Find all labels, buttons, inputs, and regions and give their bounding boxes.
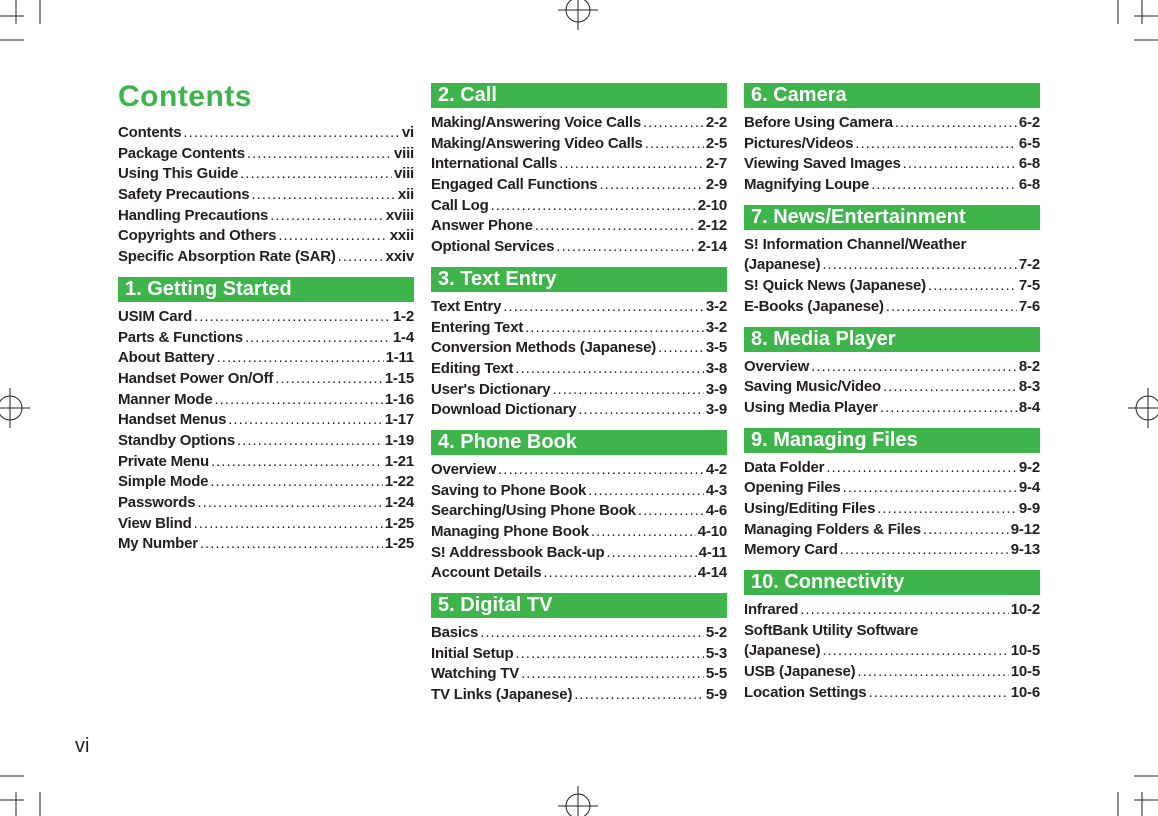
entry-label: S! Quick News (Japanese) — [744, 277, 926, 295]
toc-entry[interactable] — [431, 645, 727, 666]
entry-page: 8-4 — [1018, 398, 1040, 416]
toc-entry[interactable] — [431, 686, 727, 707]
leader-dots — [840, 541, 1009, 558]
entry-label: About Battery — [118, 349, 215, 367]
entry-label: Standby Options — [118, 431, 236, 449]
toc-entry[interactable] — [118, 432, 414, 453]
entry-label: Conversion Methods (Japanese) — [431, 339, 657, 357]
toc-entry[interactable] — [431, 502, 727, 523]
entry-label: Account Details — [431, 564, 542, 582]
entry-page: 6-8 — [1018, 176, 1040, 194]
entry-page: 8-2 — [1018, 357, 1040, 375]
section-heading[interactable]: 5. Digital TV — [431, 593, 727, 618]
leader-dots — [811, 358, 1017, 375]
entry-label: Manner Mode — [118, 390, 213, 408]
leader-dots — [194, 308, 391, 325]
leader-dots — [645, 135, 704, 152]
toc-entry[interactable] — [744, 114, 1040, 135]
toc-entry[interactable] — [118, 411, 414, 432]
toc-entry[interactable] — [431, 624, 727, 645]
entry-label: (Japanese) — [744, 256, 821, 274]
entry-label: Engaged Call Functions — [431, 176, 598, 194]
toc-entry[interactable] — [118, 329, 414, 350]
leader-dots — [574, 686, 704, 703]
leader-dots — [855, 135, 1017, 152]
entry-page: 1-2 — [392, 307, 414, 325]
entry-label: S! Addressbook Back-up — [431, 543, 605, 561]
entry-label: Searching/Using Phone Book — [431, 502, 636, 520]
entry-label: Optional Services — [431, 238, 555, 256]
entry-page: 4-3 — [705, 481, 727, 499]
entry-page: 3-8 — [705, 359, 727, 377]
toc-entry[interactable] — [431, 381, 727, 402]
leader-dots — [200, 535, 383, 552]
leader-dots — [886, 298, 1017, 315]
toc-entry[interactable] — [118, 494, 414, 515]
leader-dots — [521, 665, 704, 682]
section-heading[interactable]: 7. News/Entertainment — [744, 205, 1040, 230]
toc-entry[interactable] — [118, 248, 414, 269]
toc-entry[interactable] — [744, 459, 1040, 480]
toc-section — [431, 593, 727, 707]
entry-page: 9-2 — [1018, 458, 1040, 476]
entry-page: 4-10 — [697, 523, 727, 540]
toc-entry[interactable] — [118, 145, 414, 166]
toc-section — [744, 83, 1040, 197]
toc-entry[interactable] — [118, 207, 414, 228]
entry-label: View Blind — [118, 514, 192, 532]
section-heading[interactable]: 6. Camera — [744, 83, 1040, 108]
entry-page: 1-16 — [384, 390, 414, 408]
toc-entry[interactable] — [118, 535, 414, 556]
entry-label: Saving to Phone Book — [431, 481, 587, 499]
section-heading[interactable]: 9. Managing Files — [744, 428, 1040, 453]
toc-entry[interactable] — [431, 135, 727, 156]
entry-page: 2-14 — [697, 238, 727, 256]
entry-label: Answer Phone — [431, 217, 533, 235]
leader-dots — [599, 176, 703, 193]
toc-section — [431, 83, 727, 259]
leader-dots — [880, 399, 1017, 416]
leader-dots — [278, 227, 387, 244]
leader-dots — [556, 238, 695, 255]
leader-dots — [515, 360, 704, 377]
toc-entry[interactable] — [744, 663, 1040, 684]
entry-page: 2-7 — [705, 155, 727, 173]
entry-page: 2-2 — [705, 114, 727, 131]
section-heading[interactable]: 2. Call — [431, 83, 727, 108]
entry-page: viii — [393, 165, 414, 183]
entry-page: 2-12 — [697, 217, 727, 235]
entry-label: Opening Files — [744, 479, 841, 497]
entry-label: Before Using Camera — [744, 114, 893, 131]
entry-label: Overview — [431, 460, 497, 478]
leader-dots — [868, 684, 1008, 701]
leader-dots — [275, 370, 383, 387]
leader-dots — [245, 329, 391, 346]
toc-entry[interactable] — [431, 564, 727, 585]
leader-dots — [822, 256, 1017, 273]
toc-entry[interactable] — [431, 461, 727, 482]
leader-dots — [480, 624, 704, 641]
leader-dots — [552, 381, 704, 398]
leader-dots — [498, 461, 704, 478]
entry-page: 2-5 — [705, 134, 727, 152]
entry-page: 6-2 — [1018, 114, 1040, 131]
page-number: vi — [75, 735, 90, 757]
entry-label: Viewing Saved Images — [744, 155, 901, 173]
leader-dots — [895, 114, 1017, 131]
entry-page: 5-3 — [705, 644, 727, 662]
entry-page: 5-2 — [705, 624, 727, 642]
leader-dots — [643, 114, 704, 131]
toc-entry[interactable] — [118, 349, 414, 370]
entry-label: Call Log — [431, 196, 489, 214]
leader-dots — [903, 155, 1017, 172]
leader-dots — [877, 500, 1017, 517]
toc-entry[interactable] — [431, 544, 727, 565]
section-heading[interactable]: 8. Media Player — [744, 327, 1040, 352]
leader-dots — [606, 544, 696, 561]
entry-page: 3-5 — [705, 339, 727, 357]
leader-dots — [211, 453, 383, 470]
entry-label: Magnifying Loupe — [744, 176, 870, 194]
entry-label: Using Media Player — [744, 398, 878, 416]
entry-page: 3-9 — [705, 401, 727, 419]
entry-label: Specific Absorption Rate (SAR) — [118, 248, 336, 266]
entry-label: USB (Japanese) — [744, 663, 856, 681]
entry-page: 1-15 — [384, 369, 414, 387]
leader-dots — [826, 459, 1017, 476]
leader-dots — [210, 473, 382, 490]
leader-dots — [559, 155, 704, 172]
entry-page: 5-9 — [705, 686, 727, 704]
leader-dots — [923, 521, 1009, 538]
section-heading[interactable]: 3. Text Entry — [431, 267, 727, 292]
toc-entry[interactable] — [118, 391, 414, 412]
toc-entry[interactable] — [744, 358, 1040, 379]
leader-dots — [240, 165, 392, 182]
leader-dots — [247, 145, 392, 162]
entry-label: S! Information Channel/Weather — [744, 235, 967, 253]
section-heading[interactable]: 1. Getting Started — [118, 277, 414, 302]
toc-entry[interactable] — [744, 236, 1040, 257]
leader-dots — [928, 277, 1017, 294]
leader-dots — [591, 523, 696, 540]
leader-dots — [228, 411, 383, 428]
toc-entry[interactable] — [744, 541, 1040, 562]
toc-entry[interactable] — [118, 124, 414, 145]
toc-entry[interactable] — [744, 277, 1040, 298]
entry-page: 9-9 — [1018, 499, 1040, 517]
entry-page: 8-3 — [1018, 378, 1040, 396]
entry-label: (Japanese) — [744, 642, 821, 660]
leader-dots — [658, 339, 704, 356]
toc-entry[interactable] — [431, 197, 727, 218]
leader-dots — [535, 217, 696, 234]
entry-label: TV Links (Japanese) — [431, 686, 573, 704]
toc-entry[interactable] — [431, 238, 727, 259]
entry-label: Package Contents — [118, 144, 245, 162]
page-title: Contents — [118, 80, 252, 113]
leader-dots — [578, 401, 704, 418]
entry-label: Location Settings — [744, 683, 867, 701]
leader-dots — [270, 207, 384, 224]
entry-page: 6-8 — [1018, 155, 1040, 173]
entry-page: 1-21 — [384, 452, 414, 470]
entry-label: Memory Card — [744, 541, 838, 559]
entry-page: viii — [393, 144, 414, 162]
entry-page: 2-10 — [697, 196, 727, 214]
toc-entry[interactable] — [431, 217, 727, 238]
leader-dots — [588, 482, 704, 499]
entry-label: Using This Guide — [118, 165, 239, 183]
toc-entry[interactable] — [118, 227, 414, 248]
entry-label: Saving Music/Video — [744, 378, 881, 396]
toc-entry[interactable] — [431, 319, 727, 340]
toc-entry[interactable] — [744, 399, 1040, 420]
entry-page: 5-5 — [705, 665, 727, 683]
leader-dots — [843, 479, 1017, 496]
toc-section — [744, 327, 1040, 420]
entry-label: Managing Phone Book — [431, 523, 589, 540]
entry-page: 1-24 — [384, 494, 414, 511]
entry-page: 10-2 — [1010, 601, 1040, 618]
toc-entry[interactable] — [118, 473, 414, 494]
entry-page: 7-6 — [1018, 297, 1040, 315]
toc-section — [431, 267, 727, 422]
entry-label: Download Dictionary — [431, 401, 577, 419]
toc-entry[interactable] — [431, 482, 727, 503]
toc-intro-list — [118, 124, 414, 269]
toc-section — [431, 430, 727, 585]
entry-page: 10-5 — [1010, 642, 1040, 660]
entry-page: 1-25 — [384, 535, 414, 553]
entry-page: xviii — [385, 206, 414, 224]
toc-entry[interactable] — [744, 155, 1040, 176]
leader-dots — [338, 248, 384, 265]
entry-label: Making/Answering Video Calls — [431, 134, 643, 152]
entry-label: USIM Card — [118, 307, 193, 325]
entry-page: 1-4 — [392, 328, 414, 346]
section-heading[interactable]: 10. Connectivity — [744, 570, 1040, 595]
entry-label: Editing Text — [431, 359, 514, 377]
toc-entry[interactable] — [744, 642, 1040, 663]
entry-page: vi — [401, 124, 414, 141]
entry-label: Managing Folders & Files — [744, 520, 921, 538]
toc-entry[interactable] — [118, 515, 414, 536]
leader-dots — [214, 391, 382, 408]
toc-entry[interactable] — [431, 155, 727, 176]
toc-entry[interactable] — [744, 256, 1040, 277]
entry-label: Simple Mode — [118, 473, 209, 491]
entry-page: 4-14 — [697, 564, 727, 582]
leader-dots — [217, 349, 384, 366]
toc-entry[interactable] — [744, 601, 1040, 622]
entry-page: 3-2 — [705, 318, 727, 336]
entry-label: My Number — [118, 535, 198, 553]
toc-entry[interactable] — [744, 622, 1040, 643]
leader-dots — [525, 319, 704, 336]
leader-dots — [822, 642, 1008, 659]
toc-column-3 — [744, 83, 1040, 704]
entry-page: 2-9 — [705, 176, 727, 194]
toc-entry[interactable] — [744, 378, 1040, 399]
leader-dots — [638, 502, 704, 519]
entry-label: Infrared — [744, 601, 799, 618]
toc-entry[interactable] — [431, 114, 727, 135]
toc-entry[interactable] — [431, 298, 727, 319]
toc-entry[interactable] — [431, 360, 727, 381]
entry-label: Pictures/Videos — [744, 134, 854, 152]
leader-dots — [800, 601, 1009, 618]
toc-entry[interactable] — [118, 308, 414, 329]
toc-section — [744, 205, 1040, 319]
leader-dots — [503, 298, 704, 315]
toc-column-1 — [118, 124, 414, 556]
entry-label: International Calls — [431, 155, 558, 173]
entry-label: Contents — [118, 124, 182, 141]
entry-page: xii — [397, 186, 414, 204]
toc-entry[interactable] — [431, 665, 727, 686]
entry-page: 1-17 — [384, 411, 414, 429]
leader-dots — [857, 663, 1008, 680]
toc-entry[interactable] — [431, 339, 727, 360]
entry-label: Overview — [744, 357, 810, 375]
entry-label: Basics — [431, 624, 479, 642]
leader-dots — [237, 432, 383, 449]
entry-page: 3-2 — [705, 297, 727, 315]
entry-label: Passwords — [118, 494, 196, 511]
entry-label: Handling Precautions — [118, 206, 269, 224]
toc-entry[interactable] — [118, 453, 414, 474]
leader-dots — [194, 515, 383, 532]
leader-dots — [543, 564, 695, 581]
entry-page: 6-5 — [1018, 134, 1040, 152]
toc-section — [118, 277, 414, 556]
entry-label: Copyrights and Others — [118, 227, 277, 245]
entry-page: 7-5 — [1018, 277, 1040, 295]
entry-label: SoftBank Utility Software — [744, 621, 919, 639]
entry-page: 1-11 — [385, 349, 414, 367]
toc-entry[interactable] — [744, 135, 1040, 156]
toc-entry[interactable] — [118, 370, 414, 391]
leader-dots — [871, 176, 1017, 193]
entry-label: Making/Answering Voice Calls — [431, 114, 642, 131]
toc-entry[interactable] — [431, 401, 727, 422]
entry-label: Watching TV — [431, 665, 520, 683]
entry-page: 1-25 — [384, 514, 414, 532]
entry-page: xxii — [389, 227, 414, 245]
entry-page: 7-2 — [1018, 256, 1040, 274]
entry-label: Using/Editing Files — [744, 499, 876, 517]
entry-page: 9-13 — [1010, 541, 1040, 559]
entry-page: 10-5 — [1010, 663, 1040, 681]
toc-entry[interactable] — [744, 521, 1040, 542]
section-heading[interactable]: 4. Phone Book — [431, 430, 727, 455]
entry-page: 3-9 — [705, 380, 727, 398]
entry-label: Data Folder — [744, 458, 825, 476]
toc-entry[interactable] — [744, 298, 1040, 319]
entry-page: 10-6 — [1010, 683, 1040, 701]
leader-dots — [883, 378, 1017, 395]
toc-entry[interactable] — [744, 684, 1040, 705]
entry-page: 9-4 — [1018, 479, 1040, 497]
entry-page: 4-2 — [705, 460, 727, 478]
leader-dots — [251, 186, 395, 203]
entry-label: Handset Power On/Off — [118, 369, 274, 387]
entry-page: 1-19 — [384, 431, 414, 449]
entry-page: 1-22 — [384, 473, 414, 491]
entry-page: 4-6 — [705, 502, 727, 520]
entry-page: 9-12 — [1010, 520, 1040, 538]
toc-column-2 — [431, 83, 727, 707]
leader-dots — [183, 124, 399, 141]
entry-label: Text Entry — [431, 297, 502, 315]
toc-entry[interactable] — [744, 176, 1040, 197]
leader-dots — [197, 494, 382, 511]
toc-entry[interactable] — [431, 176, 727, 197]
toc-section — [744, 570, 1040, 704]
entry-label: Safety Precautions — [118, 186, 250, 204]
toc-entry[interactable] — [744, 479, 1040, 500]
toc-entry[interactable] — [431, 523, 727, 544]
entry-label: Entering Text — [431, 318, 524, 336]
toc-entry[interactable] — [744, 500, 1040, 521]
entry-label: Private Menu — [118, 452, 209, 470]
toc-section — [744, 428, 1040, 562]
entry-page: xxiv — [385, 248, 414, 266]
entry-label: Parts & Functions — [118, 328, 243, 346]
entry-label: Handset Menus — [118, 411, 227, 429]
entry-page: 4-11 — [698, 543, 727, 561]
entry-label: E-Books (Japanese) — [744, 297, 884, 315]
toc-entry[interactable] — [118, 165, 414, 186]
toc-entry[interactable] — [118, 186, 414, 207]
leader-dots — [515, 645, 704, 662]
entry-label: User's Dictionary — [431, 380, 551, 398]
entry-label: Initial Setup — [431, 644, 514, 662]
leader-dots — [491, 197, 696, 214]
